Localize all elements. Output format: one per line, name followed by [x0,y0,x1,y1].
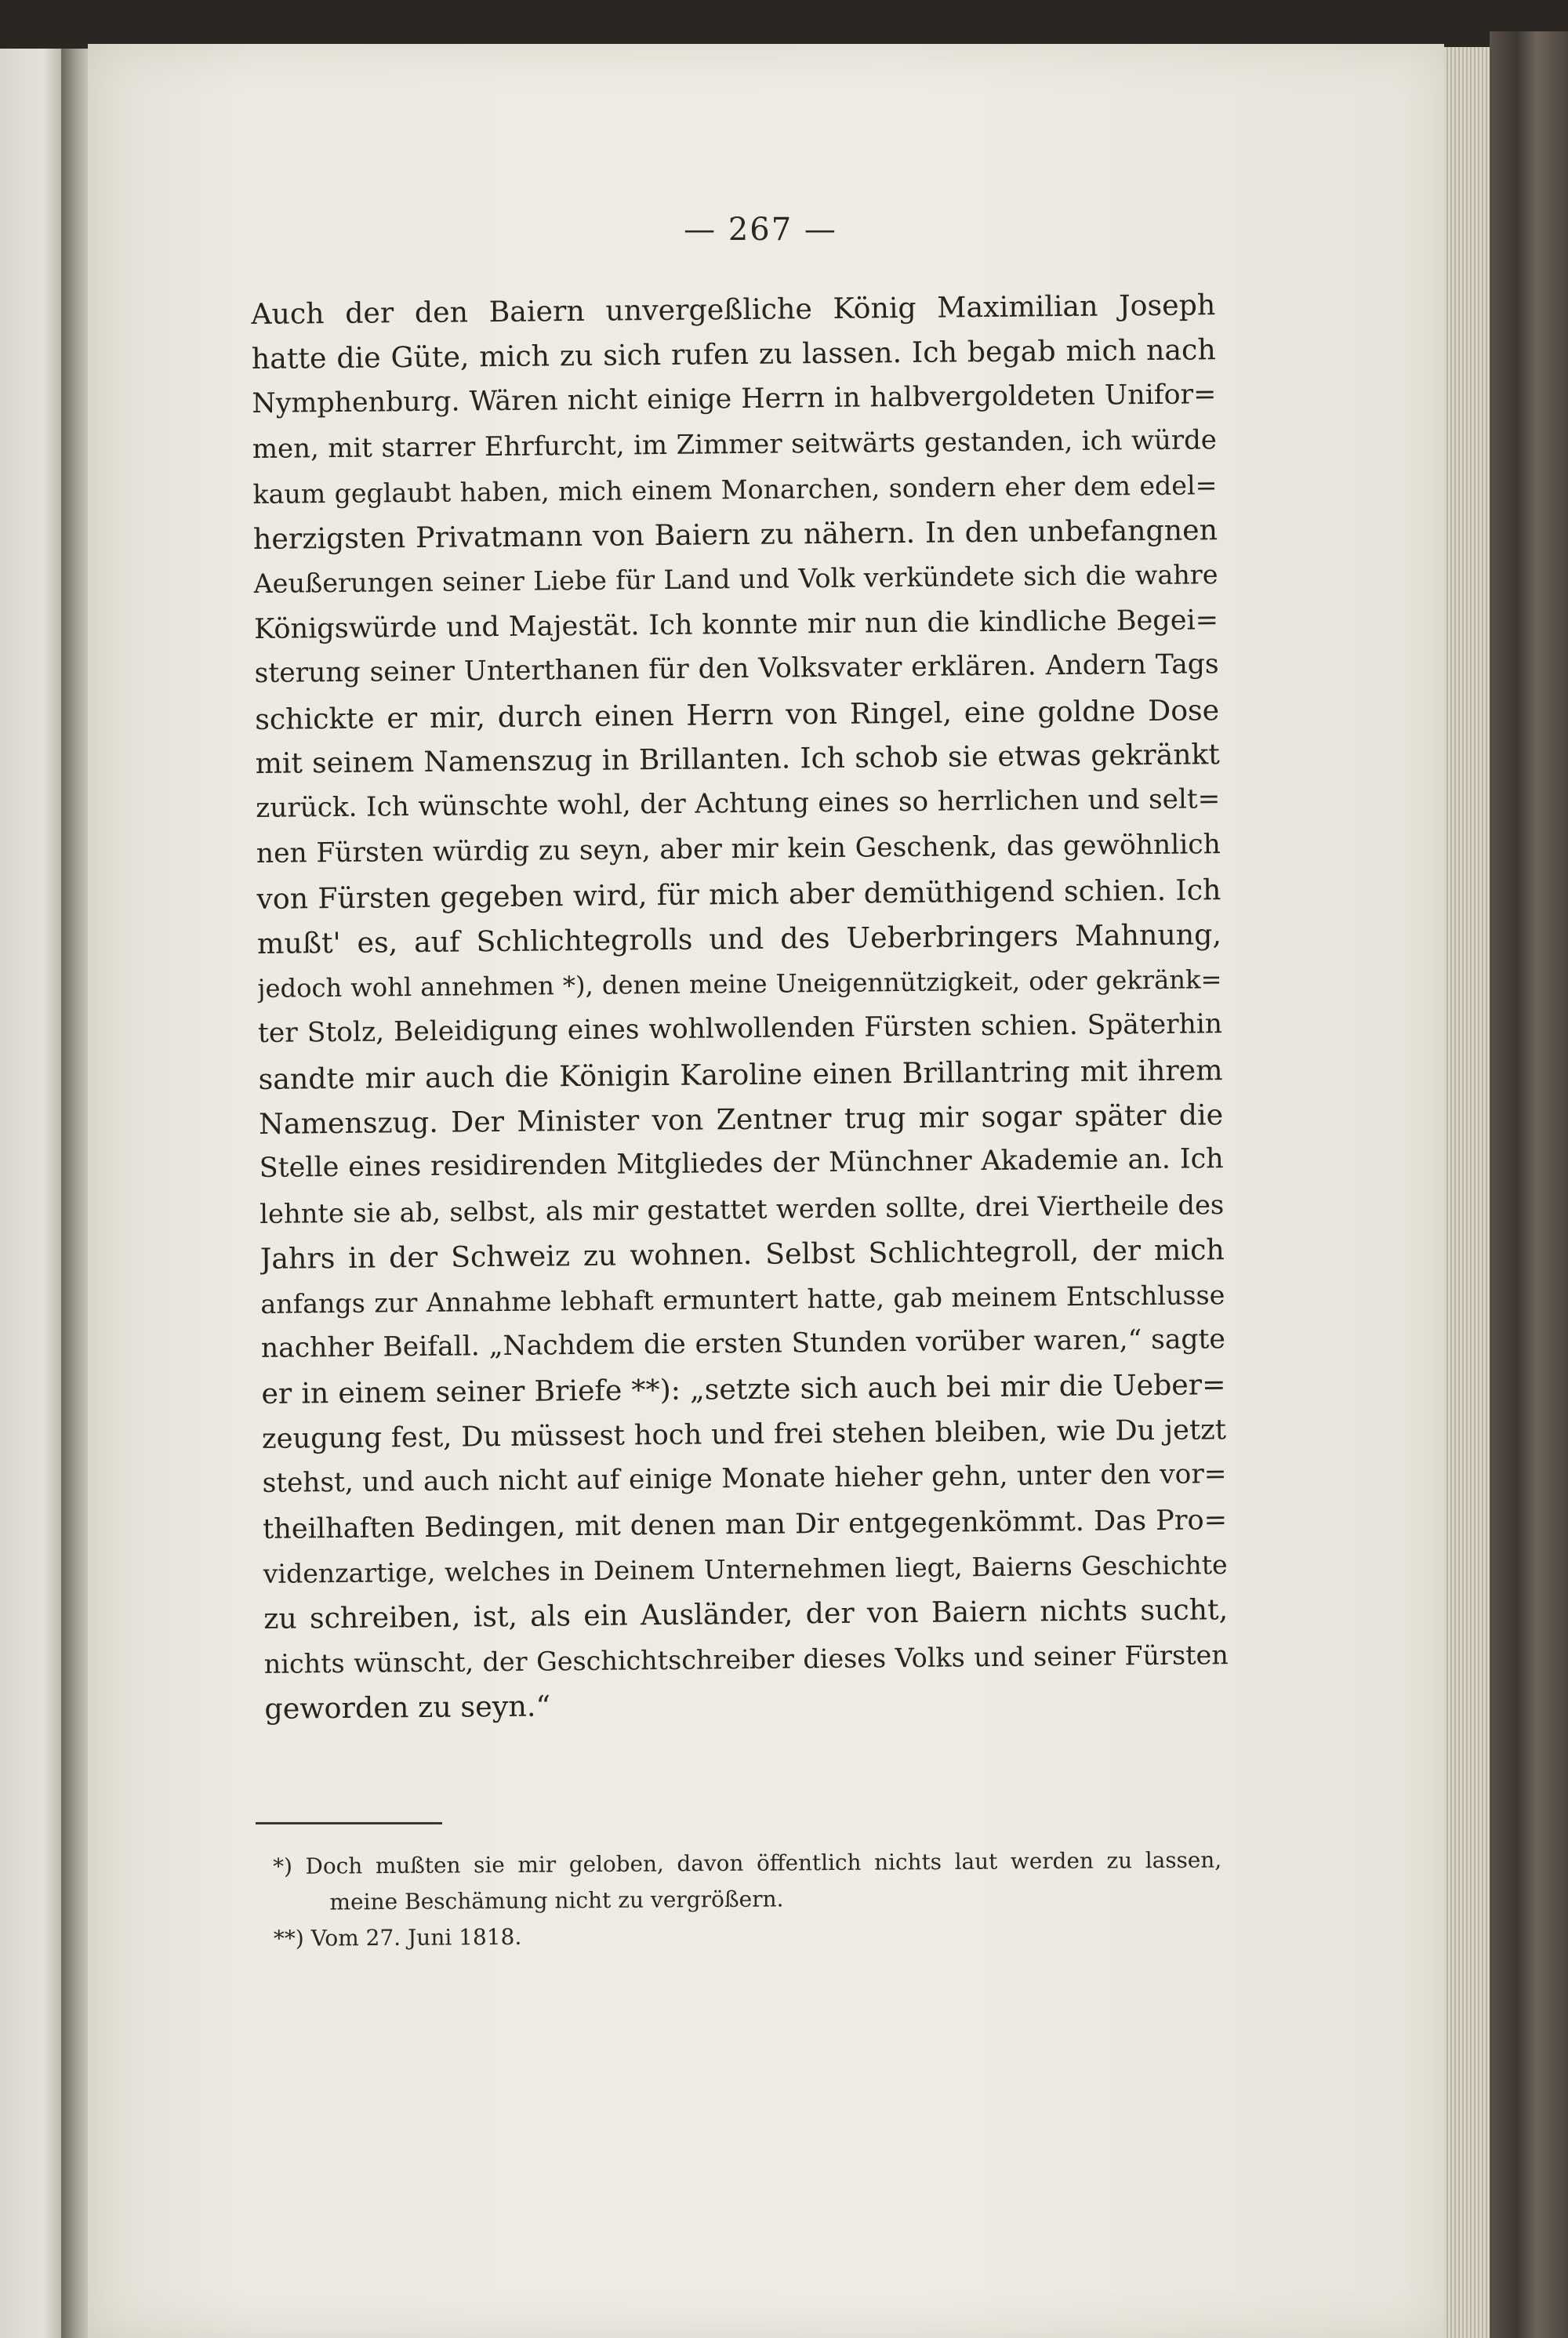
page-stack-edges [1444,47,1490,2338]
text-line: hatte die Güte, mich zu sich rufen zu lassen. Ich begab mich nach [251,332,1216,376]
text-line: geworden zu seyn.“ [264,1689,551,1726]
text-line: Nymphenburg. Wären nicht einige Herrn in halbvergoldeten Unifor= [252,378,1217,419]
footnote-1-continued: meine Beschämung nicht zu vergrößern. [329,1886,784,1915]
text-line: theilhaften Bedingen, mit denen man Dir entgegenkömmt. Das Pro= [262,1503,1228,1545]
text-line: von Fürsten gegeben wird, für mich aber demüthigend schien. Ich [256,873,1221,917]
text-line: Aeußerungen seiner Liebe für Land und Volk verkündete sich die wahre [253,559,1218,600]
text-line: Stelle eines residirenden Mitgliedes der Münchner Akademie an. Ich [259,1143,1224,1185]
text-line: kaum geglaubt haben, mich einem Monarchen, sondern eher dem edel= [252,469,1218,510]
text-line: lehnte sie ab, selbst, als mir gestattet werden sollte, drei Viertheile des [260,1189,1225,1229]
text-line: Namenszug. Der Minister von Zentner trug mir sogar später die [258,1098,1224,1141]
text-line: nachher Beifall. „Nachdem die ersten Stunden vorüber waren,“ sagte [260,1323,1226,1364]
text-line: sterung seiner Unterthanen für den Volksvater erklären. Andern Tags [254,648,1219,690]
text-line: zu schreiben, ist, als ein Ausländer, der von Baiern nichts sucht, [263,1592,1229,1636]
text-line: ter Stolz, Beleidigung eines wohlwollenden Fürsten schien. Späterhin [257,1008,1223,1050]
text-line: herzigsten Privatmann von Baiern zu nähern. In den unbefangnen [252,513,1218,556]
text-line: mußt' es, auf Schlichtegrolls und des Ueberbringers Mahnung, [256,917,1222,961]
footnote-1: *) Doch mußten sie mir geloben, davon öffentlich nichts laut werden zu lassen, [273,1846,1222,1879]
text-line: Königswürde und Majestät. Ich konnte mir nun die kindliche Begei= [253,603,1219,645]
footnote-2: **) Vom 27. Juni 1818. [273,1923,522,1951]
page-number: — 267 — [684,212,837,248]
text-line: nen Fürsten würdig zu seyn, aber mir kein Geschenk, das gewöhnlich [256,828,1221,869]
body-text [251,282,1229,1731]
footnotes [273,1842,1222,1957]
text-line: Jahrs in der Schweiz zu wohnen. Selbst Schlichtegroll, der mich [260,1233,1225,1276]
text-line: jedoch wohl annehmen *), denen meine Uneigennützigkeit, oder gekränk= [257,964,1222,1004]
text-line: mit seinem Namenszug in Brillanten. Ich schob sie etwas gekränkt [255,739,1220,780]
text-line: sandte mir auch die Königin Karoline einen Brillantring mit ihrem [258,1052,1223,1096]
facing-page-edge [0,49,61,2338]
text-line: videnzartige, welches in Deinem Unternehmen liegt, Baierns Geschichte [263,1549,1228,1589]
text-line: anfangs zur Annahme lebhaft ermuntert hatte, gab meinem Entschlusse [260,1279,1225,1320]
text-line: zeugung fest, Du müssest hoch und frei stehen bleiben, wie Du jetzt [261,1413,1227,1455]
text-line: Auch der den Baiern unvergeßliche König Maximilian Joseph [251,288,1216,331]
text-line: schickte er mir, durch einen Herrn von Ringel, eine goldne Dose [255,692,1220,736]
text-line: nichts wünscht, der Geschichtschreiber dieses Volks und seiner Fürsten [263,1639,1229,1679]
book-cover-edge [1490,31,1568,2338]
text-line: stehst, und auch nicht auf einige Monate hieher gehn, unter den vor= [262,1458,1227,1500]
footnote-divider [256,1822,442,1824]
text-line: zurück. Ich wünschte wohl, der Achtung eines so herrlichen und selt= [256,783,1221,825]
scan-background [0,0,1568,49]
text-line: er in einem seiner Briefe **): „setzte sich auch bei mir die Ueber= [261,1367,1226,1411]
text-line: men, mit starrer Ehrfurcht, im Zimmer seitwärts gestanden, ich würde [252,424,1218,465]
